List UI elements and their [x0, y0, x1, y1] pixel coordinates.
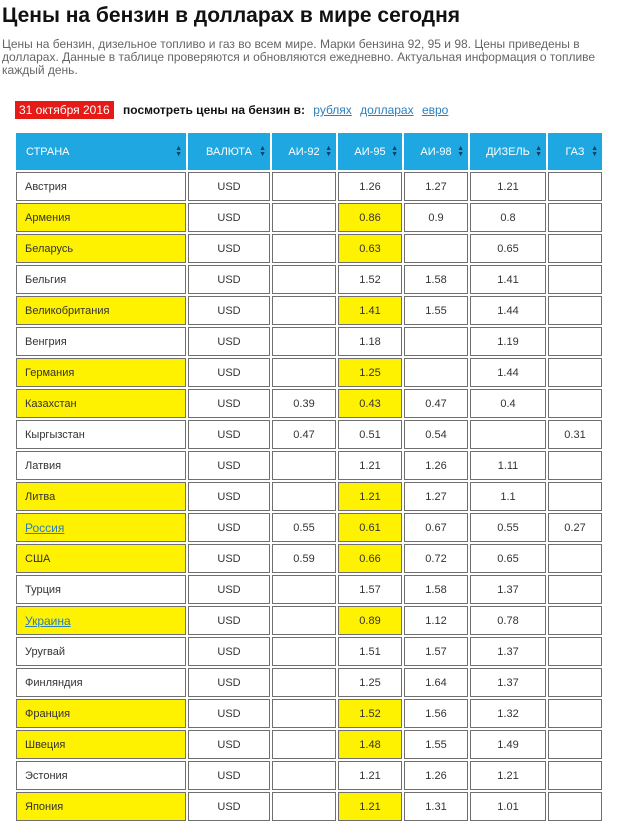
cell-gas [548, 265, 602, 294]
cell-ai92 [272, 327, 336, 356]
table-row [16, 327, 602, 356]
cell-ai95: 1.51 [338, 637, 402, 666]
cell-ai92: 0.59 [272, 544, 336, 573]
cell-diesel [470, 420, 546, 449]
cell-gas [548, 575, 602, 604]
table-row [16, 482, 602, 511]
cell-country: Беларусь [16, 234, 186, 263]
sort-arrows-icon: ▲ ▼ [391, 144, 398, 158]
table-row [16, 420, 602, 449]
cell-currency: USD [188, 234, 270, 263]
cell-gas [548, 482, 602, 511]
cell-gas [548, 327, 602, 356]
cell-ai98 [404, 234, 468, 263]
cell-country: Венгрия [16, 327, 186, 356]
cell-gas [548, 606, 602, 635]
cell-ai92 [272, 606, 336, 635]
cell-currency: USD [188, 575, 270, 604]
cell-currency: USD [188, 761, 270, 790]
column-header-currency[interactable] [188, 133, 270, 170]
cell-currency: USD [188, 606, 270, 635]
table-row [16, 668, 602, 697]
currency-link-usd[interactable]: долларах [360, 103, 414, 117]
cell-ai98: 0.72 [404, 544, 468, 573]
fuel-price-table [14, 131, 604, 823]
currency-link-rub[interactable]: рублях [313, 103, 352, 117]
cell-country: Эстония [16, 761, 186, 790]
view-prices-label: посмотреть цены на бензин в: [123, 103, 305, 117]
column-header-ai98[interactable] [404, 133, 468, 170]
cell-diesel: 1.01 [470, 792, 546, 821]
cell-currency: USD [188, 172, 270, 201]
cell-ai95: 1.21 [338, 451, 402, 480]
cell-currency: USD [188, 513, 270, 542]
cell-gas [548, 637, 602, 666]
cell-ai98: 1.55 [404, 730, 468, 759]
cell-ai92 [272, 792, 336, 821]
cell-diesel: 1.1 [470, 482, 546, 511]
cell-ai92: 0.55 [272, 513, 336, 542]
cell-ai98: 1.64 [404, 668, 468, 697]
cell-country: Литва [16, 482, 186, 511]
cell-ai92 [272, 668, 336, 697]
cell-ai98: 0.9 [404, 203, 468, 232]
cell-ai92: 0.39 [272, 389, 336, 418]
sort-arrows-icon: ▲ ▼ [175, 144, 182, 158]
cell-currency: USD [188, 327, 270, 356]
cell-ai95: 1.57 [338, 575, 402, 604]
cell-currency: USD [188, 668, 270, 697]
cell-ai95: 1.25 [338, 668, 402, 697]
cell-diesel: 0.55 [470, 513, 546, 542]
cell-ai95: 1.25 [338, 358, 402, 387]
table-row [16, 296, 602, 325]
cell-diesel: 1.44 [470, 296, 546, 325]
cell-country: Франция [16, 699, 186, 728]
country-link[interactable]: Россия [25, 520, 65, 535]
table-row [16, 234, 602, 263]
cell-country: Швеция [16, 730, 186, 759]
table-row [16, 513, 602, 542]
cell-ai95: 1.41 [338, 296, 402, 325]
cell-currency: USD [188, 637, 270, 666]
column-header-label: ГАЗ [565, 145, 585, 158]
cell-gas [548, 389, 602, 418]
cell-country: Япония [16, 792, 186, 821]
country-link[interactable]: Украина [25, 613, 71, 628]
cell-ai98: 1.55 [404, 296, 468, 325]
cell-gas [548, 358, 602, 387]
cell-ai95: 1.48 [338, 730, 402, 759]
currency-link-eur[interactable]: евро [421, 103, 449, 117]
table-row [16, 730, 602, 759]
column-header-ai95[interactable] [338, 133, 402, 170]
cell-ai98: 1.58 [404, 575, 468, 604]
table-row [16, 451, 602, 480]
cell-ai98: 1.26 [404, 761, 468, 790]
intro-text: Цены на бензин, дизельное топливо и газ во всем мире. Марки бензина 92, 95 и 98. Цены приведены в долларах. Данные в таблице проверяются и обновляются ежедневно. Актуальная информация о топливе каждый день. [2, 37, 596, 77]
cell-country: США [16, 544, 186, 573]
cell-ai98: 1.58 [404, 265, 468, 294]
column-header-label: АИ-98 [420, 145, 452, 158]
cell-diesel: 1.37 [470, 575, 546, 604]
cell-country: Австрия [16, 172, 186, 201]
table-row [16, 575, 602, 604]
cell-ai95: 1.21 [338, 482, 402, 511]
cell-gas: 0.27 [548, 513, 602, 542]
column-header-label: ВАЛЮТА [206, 145, 252, 158]
cell-currency: USD [188, 792, 270, 821]
cell-diesel: 1.21 [470, 172, 546, 201]
table-row [16, 699, 602, 728]
table-row [16, 606, 602, 635]
cell-country: Кыргызстан [16, 420, 186, 449]
cell-diesel: 0.78 [470, 606, 546, 635]
cell-currency: USD [188, 358, 270, 387]
sort-arrows-icon: ▲ ▼ [591, 144, 598, 158]
sort-arrows-icon: ▲ ▼ [535, 144, 542, 158]
cell-gas [548, 668, 602, 697]
cell-ai92: 0.47 [272, 420, 336, 449]
column-header-country[interactable] [16, 133, 186, 170]
cell-ai98: 0.67 [404, 513, 468, 542]
cell-ai98 [404, 358, 468, 387]
table-row [16, 544, 602, 573]
cell-gas [548, 730, 602, 759]
cell-currency: USD [188, 389, 270, 418]
cell-ai92 [272, 172, 336, 201]
cell-diesel: 0.65 [470, 234, 546, 263]
page-title: Цены на бензин в долларах в мире сегодня [2, 4, 461, 27]
cell-currency: USD [188, 699, 270, 728]
cell-ai92 [272, 203, 336, 232]
cell-diesel: 1.44 [470, 358, 546, 387]
cell-ai98: 1.27 [404, 172, 468, 201]
cell-ai98: 1.26 [404, 451, 468, 480]
cell-ai92 [272, 482, 336, 511]
cell-ai98: 0.54 [404, 420, 468, 449]
cell-gas [548, 234, 602, 263]
table-row [16, 358, 602, 387]
cell-gas [548, 761, 602, 790]
cell-country: Уругвай [16, 637, 186, 666]
cell-diesel: 1.19 [470, 327, 546, 356]
cell-ai95: 1.52 [338, 699, 402, 728]
date-badge: 31 октября 2016 [15, 101, 114, 119]
cell-gas [548, 172, 602, 201]
table-row [16, 203, 602, 232]
column-header-ai92[interactable] [272, 133, 336, 170]
cell-ai98: 1.57 [404, 637, 468, 666]
cell-country: Армения [16, 203, 186, 232]
column-header-gas[interactable] [548, 133, 602, 170]
cell-ai98: 0.47 [404, 389, 468, 418]
cell-currency: USD [188, 265, 270, 294]
cell-ai95: 0.89 [338, 606, 402, 635]
cell-country: Турция [16, 575, 186, 604]
cell-currency: USD [188, 451, 270, 480]
cell-country: Казахстан [16, 389, 186, 418]
cell-diesel: 1.32 [470, 699, 546, 728]
cell-diesel: 1.37 [470, 668, 546, 697]
cell-gas [548, 296, 602, 325]
cell-ai98: 1.12 [404, 606, 468, 635]
cell-country: Бельгия [16, 265, 186, 294]
cell-ai95: 0.86 [338, 203, 402, 232]
cell-ai92 [272, 637, 336, 666]
sort-arrows-icon: ▲ ▼ [325, 144, 332, 158]
cell-country: Великобритания [16, 296, 186, 325]
cell-ai95: 1.52 [338, 265, 402, 294]
cell-gas [548, 451, 602, 480]
column-header-label: ДИЗЕЛЬ [486, 145, 530, 158]
cell-currency: USD [188, 544, 270, 573]
cell-ai92 [272, 265, 336, 294]
cell-ai98 [404, 327, 468, 356]
cell-diesel: 1.11 [470, 451, 546, 480]
cell-currency: USD [188, 296, 270, 325]
cell-ai95: 0.61 [338, 513, 402, 542]
cell-ai95: 0.43 [338, 389, 402, 418]
cell-ai98: 1.27 [404, 482, 468, 511]
table-body [16, 172, 602, 821]
cell-country: Латвия [16, 451, 186, 480]
column-header-label: АИ-92 [288, 145, 320, 158]
cell-gas [548, 699, 602, 728]
cell-gas [548, 203, 602, 232]
column-header-diesel[interactable] [470, 133, 546, 170]
cell-country: Финляндия [16, 668, 186, 697]
table-row [16, 637, 602, 666]
cell-ai95: 1.21 [338, 792, 402, 821]
cell-ai92 [272, 730, 336, 759]
cell-diesel: 0.4 [470, 389, 546, 418]
cell-currency: USD [188, 482, 270, 511]
cell-ai95: 1.21 [338, 761, 402, 790]
cell-currency: USD [188, 730, 270, 759]
cell-ai92 [272, 451, 336, 480]
cell-currency: USD [188, 420, 270, 449]
cell-country[interactable] [16, 513, 186, 542]
cell-diesel: 1.37 [470, 637, 546, 666]
table-header-row [16, 133, 602, 170]
cell-currency: USD [188, 203, 270, 232]
cell-ai98: 1.31 [404, 792, 468, 821]
table-row [16, 389, 602, 418]
cell-ai95: 1.26 [338, 172, 402, 201]
table-row [16, 265, 602, 294]
price-table-container [14, 131, 602, 823]
table-row [16, 761, 602, 790]
cell-diesel: 0.65 [470, 544, 546, 573]
cell-diesel: 1.41 [470, 265, 546, 294]
cell-ai92 [272, 575, 336, 604]
table-row [16, 792, 602, 821]
cell-ai95: 0.51 [338, 420, 402, 449]
date-row [15, 101, 448, 119]
sort-arrows-icon: ▲ ▼ [457, 144, 464, 158]
cell-diesel: 1.21 [470, 761, 546, 790]
sort-arrows-icon: ▲ ▼ [259, 144, 266, 158]
column-header-label: АИ-95 [354, 145, 386, 158]
cell-diesel: 1.49 [470, 730, 546, 759]
cell-ai92 [272, 761, 336, 790]
cell-ai95: 1.18 [338, 327, 402, 356]
cell-country: Германия [16, 358, 186, 387]
cell-gas: 0.31 [548, 420, 602, 449]
cell-ai98: 1.56 [404, 699, 468, 728]
table-row [16, 172, 602, 201]
cell-ai95: 0.63 [338, 234, 402, 263]
cell-gas [548, 544, 602, 573]
cell-diesel: 0.8 [470, 203, 546, 232]
cell-ai92 [272, 234, 336, 263]
cell-gas [548, 792, 602, 821]
cell-country[interactable] [16, 606, 186, 635]
cell-ai92 [272, 699, 336, 728]
cell-ai92 [272, 296, 336, 325]
cell-ai92 [272, 358, 336, 387]
cell-ai95: 0.66 [338, 544, 402, 573]
column-header-label: СТРАНА [26, 145, 70, 158]
